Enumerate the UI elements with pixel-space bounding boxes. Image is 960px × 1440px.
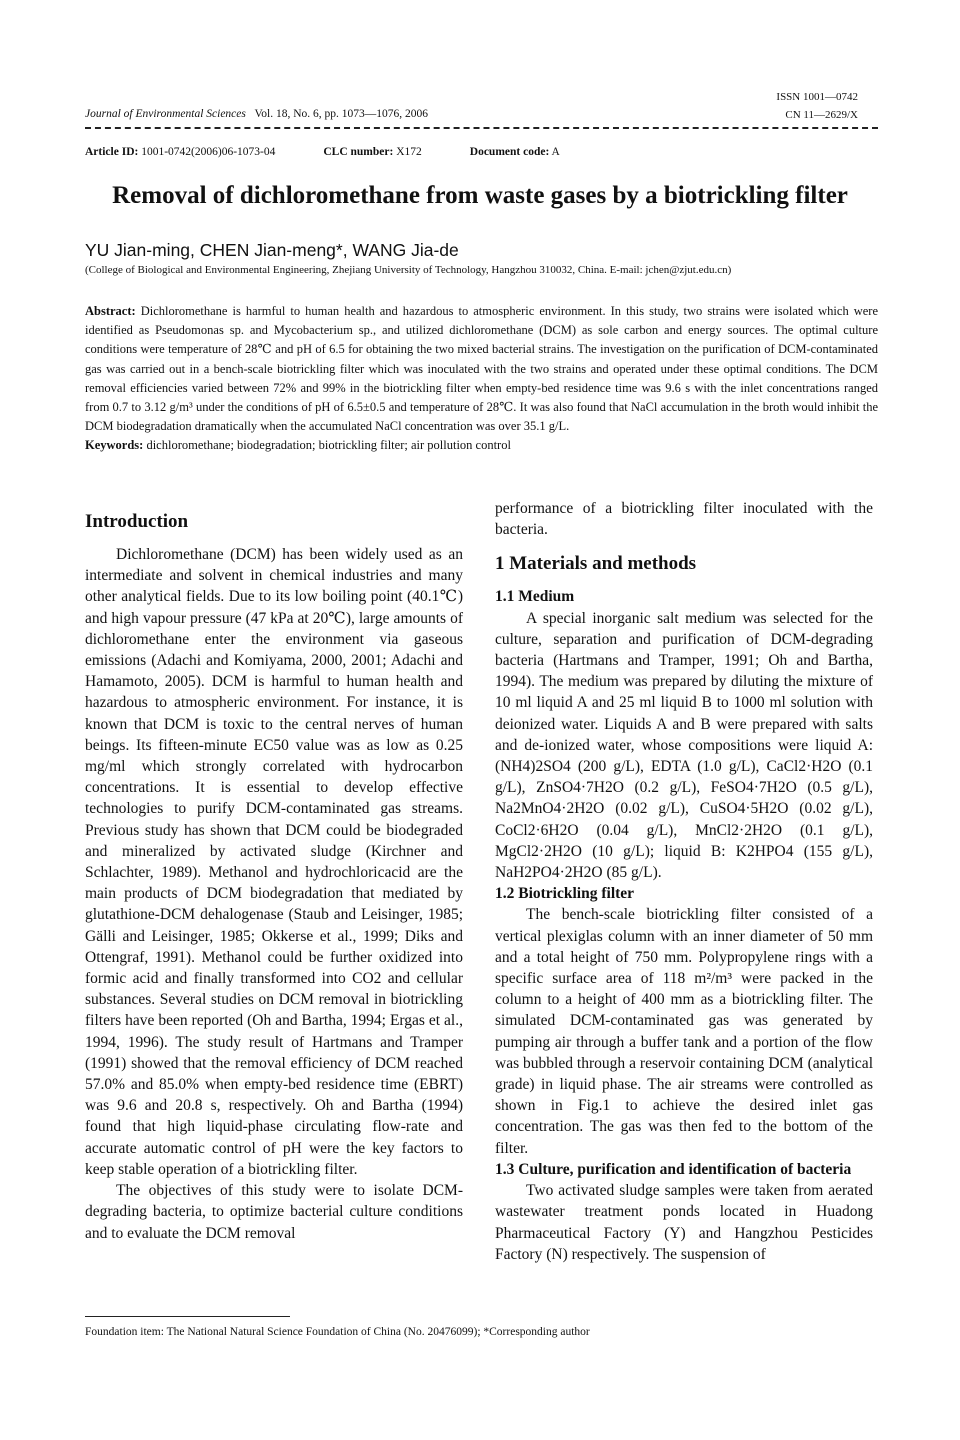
issn: ISSN 1001—0742 <box>776 91 858 103</box>
journal-name: Journal of Environmental Sciences <box>85 108 246 120</box>
paper-title: Removal of dichloromethane from waste gases by a biotrickling filter <box>112 182 848 209</box>
doc-code: A <box>551 146 560 158</box>
header-divider <box>85 127 878 129</box>
clc-number: X172 <box>396 146 422 158</box>
intro-paragraph-2: The objectives of this study were to isolate DCM-degrading bacteria, to optimize bacterial culture conditions and to evaluate the DCM removal <box>85 1182 463 1242</box>
right-column <box>495 498 873 1265</box>
left-column <box>85 508 463 1244</box>
footnote-rule <box>85 1316 290 1317</box>
authors: YU Jian-ming, CHEN Jian-meng*, WANG Jia-de <box>85 240 459 260</box>
keywords-label: Keywords: <box>85 438 144 453</box>
biotrickling-paragraph: The bench-scale biotrickling filter consisted of a vertical plexiglas column with an inner diameter of 50 mm and a total height of 750 mm. Polypropylene rings with a specific surface area of 118 m²/m³ were packed in the column to a height of 400 mm as a biotrickling filter. The simulated DCM-contaminated gas was generated by pumping air through a buffer tank and a portion of the flow was bubbled through a reservoir containing DCM (analytical grade) in liquid phase. The air streams were controlled as shown in Fig.1 to achieve the desired inlet gas concentration. The gas was then fed to the bottom of the filter. <box>495 906 873 1157</box>
intro-continuation: performance of a biotrickling filter inoculated with the bacteria. <box>495 500 873 539</box>
abstract-text: Dichloromethane is harmful to human health and hazardous to atmospheric environment. In this study, two strains were isolated which were identified as Pseudomonas sp. and Mycobacterium sp., and utilized dichloromethane (DCM) as sole carbon and energy sources. The optimal culture conditions were temperature of 28℃ and pH of 6.5 for obtaining the two mixed bacterial strains. The investigation on the purification of DCM-contaminated gas was carried out in a bench-scale biotrickling filter which was inoculated with the two strains and operated under these optimal conditions. The DCM removal efficiencies varied between 72% and 99% in the biotrickling filter when empty-bed residence time was 9.6 s with the inlet concentrations ranged from 0.7 to 3.12 g/m³ under the conditions of pH of 6.5±0.5 and temperature of 28℃. It was also found that NaCl accumulation in the broth would inhibit the DCM biodegradation dramatically when the accumulated NaCl concentration was over 35.1 g/L. <box>85 304 878 434</box>
subsection-medium: 1.1 Medium <box>495 588 575 606</box>
subsection-biotrickling-filter: 1.2 Biotrickling filter <box>495 885 635 903</box>
intro-paragraph-1: Dichloromethane (DCM) has been widely used as an intermediate and solvent in chemical industries and many other analytical fields. Due to its low boiling point (40.1℃) and high vapour pressure (47 kPa at 20℃), large amounts of dichloromethane enter the environment via gaseous emissions (Adachi and Komiyama, 2000, 2001; Adachi and Hamamoto, 2005). DCM is harmful to human health and hazardous to atmospheric environment. For instance, it is known that DCM is toxic to the central nerves of human beings. Its fifteen-minute EC50 value was as low as 0.25 mg/ml which strongly correlated with hydrocarbon concentrations. It is essential to develop effective technologies to purify DCM-contaminated gas streams. Previous study has shown that DCM could be biodegraded and mineralized by activated sludge (Kirchner and Schlachter, 1989). Methanol and hydrochloricacid are the main products of DCM biodegradation that mediated by glutathione-DCM dehalogenase (Staub and Leisinger, 1985; Gälli and Leisinger, 1985; Okkerse et al., 1999; Diks and Ottengraf, 1991). Methanol could be further oxidized into formic acid and finally transformed into CO2 and cellular substances. Several studies on DCM removal in biotrickling filters have been reported (Oh and Bartha, 1994; Ergas et al., 1994, 1996). The study result of Hartmans and Tramper (1991) showed that the removal efficiency of DCM reached 57.0% and 85.0% when empty-bed residence time (EBRT) was 9.6 and 20.8 s, respectively. Oh and Bartha (1994) found that high liquid-phase circulating flow-rate and accurate automatic control of pH were the key factors to keep stable operation of a biotrickling filter. <box>85 546 463 1178</box>
introduction-heading: Introduction <box>85 511 189 532</box>
clc-label: CLC number: <box>323 146 394 158</box>
section-materials-methods: 1 Materials and methods <box>495 553 697 575</box>
abstract-label: Abstract: <box>85 304 136 318</box>
article-id-label: Article ID: <box>85 146 139 158</box>
keywords: dichloromethane; biodegradation; biotrickling filter; air pollution control <box>146 438 511 453</box>
medium-paragraph: A special inorganic salt medium was selected for the culture, separation and purification of DCM-degrading bacteria (Hartmans and Tramper, 1991; Oh and Bartha, 1994). The medium was prepared by diluting the mixture of 10 ml liquid A and 25 ml liquid B to 1000 ml solution with deionized water. Liquids A and B were prepared with salts and de-ionized water, whose compositions were liquid A: (NH4)2SO4 (200 g/L), EDTA (1.0 g/L), CaCl2·H2O (0.1 g/L), ZnSO4·7H2O (0.2 g/L), FeSO4·7H2O (0.5 g/L), Na2MnO4·2H2O (0.02 g/L), CuSO4·5H2O (0.02 g/L), CoCl2·6H2O (0.04 g/L), MnCl2·2H2O (0.1 g/L), MgCl2·2H2O (10 g/L); liquid B: K2HPO4 (155 g/L), NaH2PO4·2H2O (85 g/L). <box>495 609 873 882</box>
footnote: Foundation item: The National Natural Science Foundation of China (No. 20476099); *Corresponding author <box>85 1326 590 1338</box>
article-id: 1001-0742(2006)06-1073-04 <box>141 146 276 158</box>
doc-code-label: Document code: <box>469 146 550 158</box>
article-meta <box>85 146 560 158</box>
abstract <box>85 302 878 456</box>
issn-block <box>776 88 858 124</box>
affiliation: (College of Biological and Environmental Engineering, Zhejiang University of Technology, Hangzhou 310032, China. E-mail: jchen@zjut.edu.cn) <box>85 264 732 276</box>
journal-info: Vol. 18, No. 6, pp. 1073—1076, 2006 <box>254 108 429 120</box>
culture-paragraph: Two activated sludge samples were taken from aerated wastewater treatment ponds located in Huadong Pharmaceutical Factory (Y) and Hangzhou Pesticides Factory (N) respectively. The suspension of <box>495 1182 873 1263</box>
cn-number: CN 11—2629/X <box>785 109 858 121</box>
journal-header <box>85 108 428 120</box>
subsection-culture: 1.3 Culture, purification and identification of bacteria <box>495 1160 852 1178</box>
